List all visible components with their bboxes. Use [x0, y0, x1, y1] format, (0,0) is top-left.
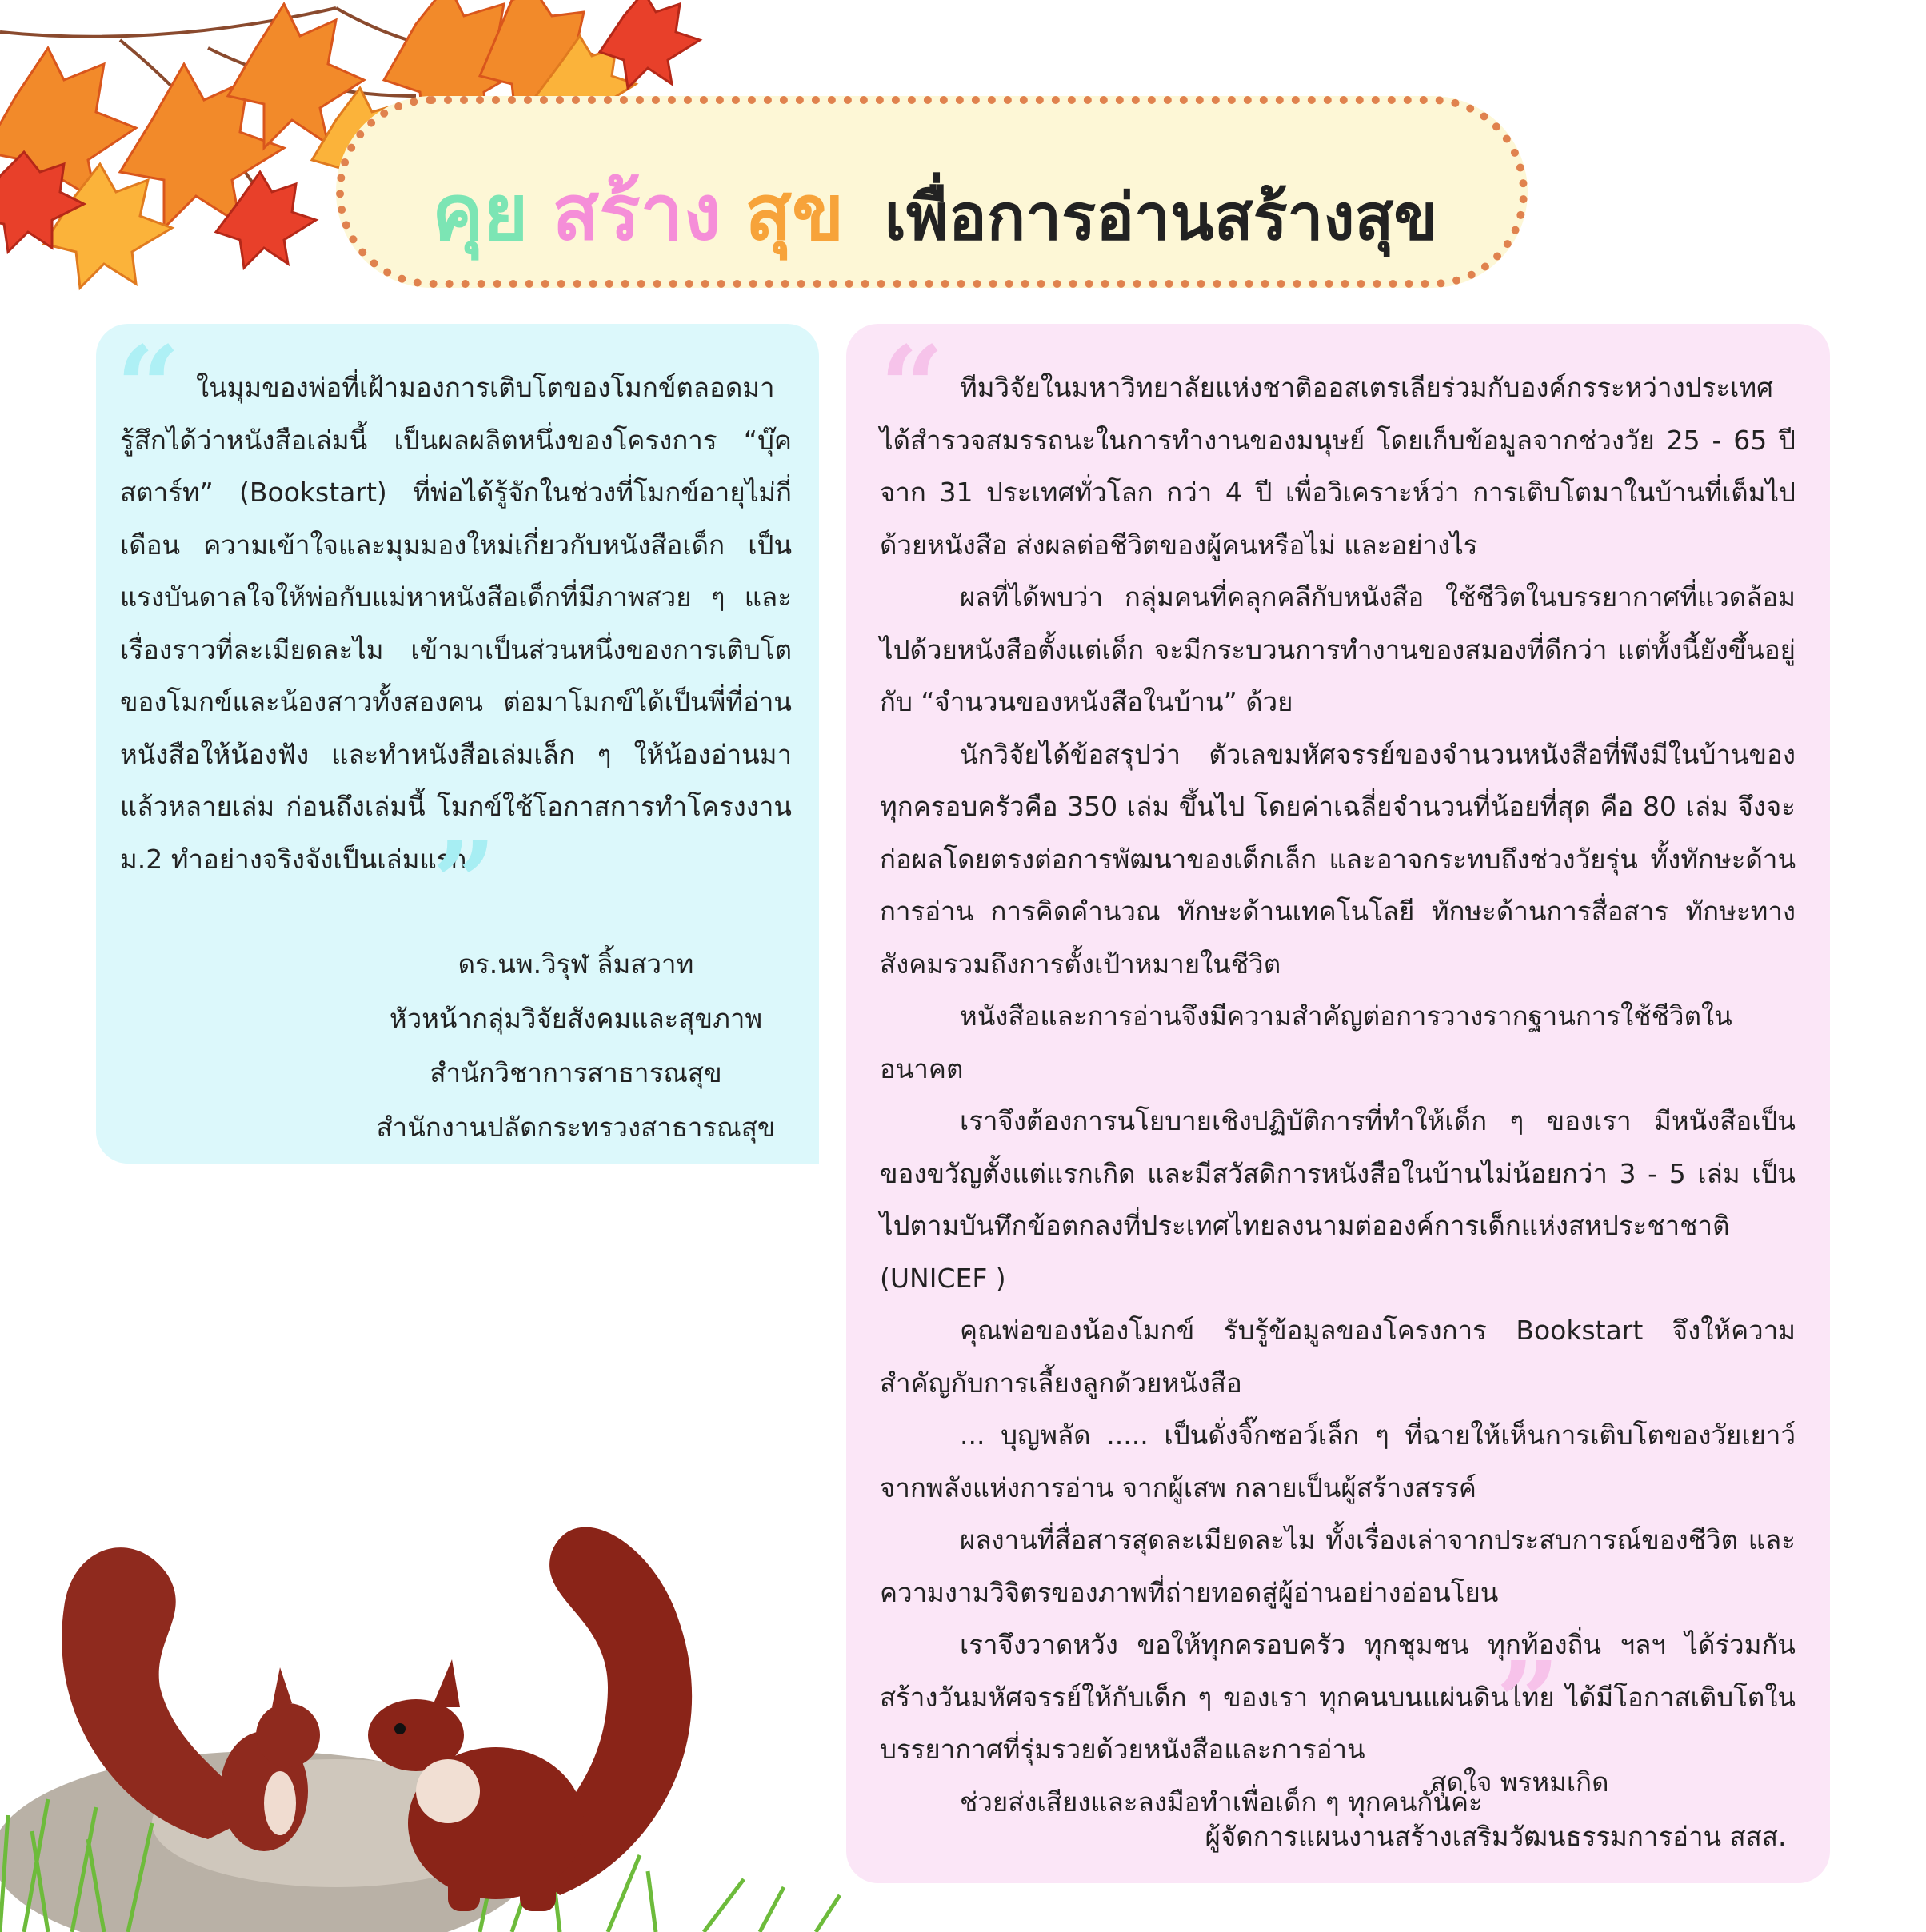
- squirrels-illustration: [0, 1479, 848, 1932]
- left-signature-line4: สำนักงานปลัดกระทรวงสาธารณสุข: [376, 1112, 776, 1143]
- right-paragraph-5: เราจึงต้องการนโยบายเชิงปฏิบัติการที่ทำให้เด็ก ๆ ของเรา มีหนังสือเป็นของขวัญตั้งแต่แรกเกิด และมีสวัสดิการหนังสือในบ้านไม่น้อยกว่า 3 - 5 เล่ม เป็นไปตามบันทึกข้อตกลงที่ประเทศไทยลงนามต่อองค์การเด็กแห่งสหประชาชาติ (UNICEF ): [880, 1105, 1796, 1294]
- right-quote-text: [880, 361, 1796, 1828]
- title-rest: เพื่อการอ่านสร้างสุข: [884, 180, 1438, 254]
- title-word-create: สร้าง: [552, 168, 721, 257]
- open-quote-icon: “: [880, 322, 945, 453]
- right-paragraph-3: นักวิจัยได้ข้อสรุปว่า ตัวเลขมหัศจรรย์ของจำนวนหนังสือที่พึงมีในบ้านของทุกครอบครัวคือ 350 เล่ม ขึ้นไป โดยค่าเฉลี่ยจำนวนที่น้อยที่สุด คือ 80 เล่ม จึงจะก่อผลโดยตรงต่อการพัฒนาของเด็กเล็ก และอาจกระทบถึงช่วงวัยรุ่น ทั้งทักษะด้านการอ่าน การคิดคำนวณ ทักษะด้านเทคโนโลยี ทักษะด้านการสื่อสาร ทักษะทางสังคมรวมถึงการตั้งเป้าหมายในชีวิต: [880, 738, 1796, 980]
- left-quote-text: [120, 361, 792, 885]
- close-quote-icon: ”: [432, 818, 497, 949]
- right-paragraph-9: เราจึงวาดหวัง ขอให้ทุกครอบครัว ทุกชุมชน ทุกท้องถิ่น ฯลฯ ได้ร่วมกันสร้างวันมหัศจรรย์ให้กับเด็ก ๆ ของเรา ทุกคนบนแผ่นดินไทย ได้มีโอกาสเติบโตในบรรยากาศที่รุ่มรวยด้วยหนังสือและการอ่าน: [880, 1629, 1796, 1765]
- right-paragraph-6: คุณพ่อของน้องโมกข์ รับรู้ข้อมูลของโครงการ Bookstart จึงให้ความสำคัญกับการเลี้ยงลูกด้วยหนังสือ: [880, 1315, 1796, 1399]
- right-paragraph-2: ผลที่ได้พบว่า กลุ่มคนที่คลุกคลีกับหนังสือ ใช้ชีวิตในบรรยากาศที่แวดล้อมไปด้วยหนังสือตั้งแต่เด็ก จะมีกระบวนการทำงานของสมองที่ดีกว่า แต่ทั้งนี้ยังขึ้นอยู่กับ “จำนวนของหนังสือในบ้าน” ด้วย: [880, 581, 1796, 717]
- title-word-talk: คุย: [432, 168, 529, 257]
- right-paragraph-7: ... บุญพลัด ..... เป็นดั่งจิ๊กซอว์เล็ก ๆ ที่ฉายให้เห็นการเติบโตของวัยเยาว์จากพลังแห่งการอ่าน จากผู้เสพ กลายเป็นผู้สร้างสรรค์: [880, 1419, 1796, 1503]
- left-signature: [352, 937, 800, 1155]
- left-signature-line3: สำนักวิชาการสาธารณสุข: [430, 1057, 722, 1088]
- right-paragraph-1: ทีมวิจัยในมหาวิทยาลัยแห่งชาติออสเตรเลียร่วมกับองค์กรระหว่างประเทศ ได้สำรวจสมรรถนะในการทำงานของมนุษย์ โดยเก็บข้อมูลจากช่วงวัย 25 - 65 ปี จาก 31 ประเทศทั่วโลก กว่า 4 ปี เพื่อวิเคราะห์ว่า การเติบโตมาในบ้านที่เต็มไปด้วยหนังสือ ส่งผลต่อชีวิตของผู้คนหรือไม่ และอย่างไร: [880, 372, 1796, 561]
- page-title: [432, 152, 1437, 256]
- right-signature-name: สุดใจ พรหมเกิด: [1430, 1766, 1609, 1798]
- close-quote-icon: ”: [1496, 1638, 1560, 1769]
- left-signature-name: ดร.นพ.วิรุฬ ลิ้มสวาท: [458, 948, 694, 980]
- right-signature-title: ผู้จัดการแผนงานสร้างเสริมวัฒนธรรมการอ่าน สสส.: [1205, 1821, 1787, 1852]
- left-paragraph: ในมุมของพ่อที่เฝ้ามองการเติบโตของโมกข์ตลอดมา รู้สึกได้ว่าหนังสือเล่มนี้ เป็นผลผลิตหนึ่งของโครงการ “บุ๊คสตาร์ท” (Bookstart) ที่พ่อได้รู้จักในช่วงที่โมกข์อายุไม่กี่เดือน ความเข้าใจและมุมมองใหม่เกี่ยวกับหนังสือเด็ก เป็นแรงบันดาลใจให้พ่อกับแม่หาหนังสือเด็กที่มีภาพสวย ๆ และเรื่องราวที่ละเมียดละไม เข้ามาเป็นส่วนหนึ่งของการเติบโตของโมกข์และน้องสาวทั้งสองคน ต่อมาโมกข์ได้เป็นพี่ที่อ่านหนังสือให้น้องฟัง และทำหนังสือเล่มเล็ก ๆ ให้น้องอ่านมาแล้วหลายเล่ม ก่อนถึงเล่มนี้ โมกข์ใช้โอกาสการทำโครงงาน ม.2 ทำอย่างจริงจังเป็นเล่มแรก: [120, 372, 792, 875]
- title-word-happiness: สุข: [745, 168, 845, 257]
- left-signature-line2: หัวหน้ากลุ่มวิจัยสังคมและสุขภาพ: [389, 1003, 763, 1034]
- right-paragraph-4: หนังสือและการอ่านจึงมีความสำคัญต่อการวางรากฐานการใช้ชีวิตในอนาคต: [880, 1000, 1732, 1084]
- right-paragraph-8: ผลงานที่สื่อสารสุดละเมียดละไม ทั้งเรื่องเล่าจากประสบการณ์ของชีวิต และความงามวิจิตรของภาพที่ถ่ายทอดสู่ผู้อ่านอย่างอ่อนโยน: [880, 1524, 1796, 1608]
- right-paragraph-10: ช่วยส่งเสียงและลงมือทำเพื่อเด็ก ๆ ทุกคนกันค่ะ: [960, 1786, 1483, 1818]
- right-signature: [1184, 1755, 1808, 1864]
- open-quote-icon: “: [116, 322, 181, 453]
